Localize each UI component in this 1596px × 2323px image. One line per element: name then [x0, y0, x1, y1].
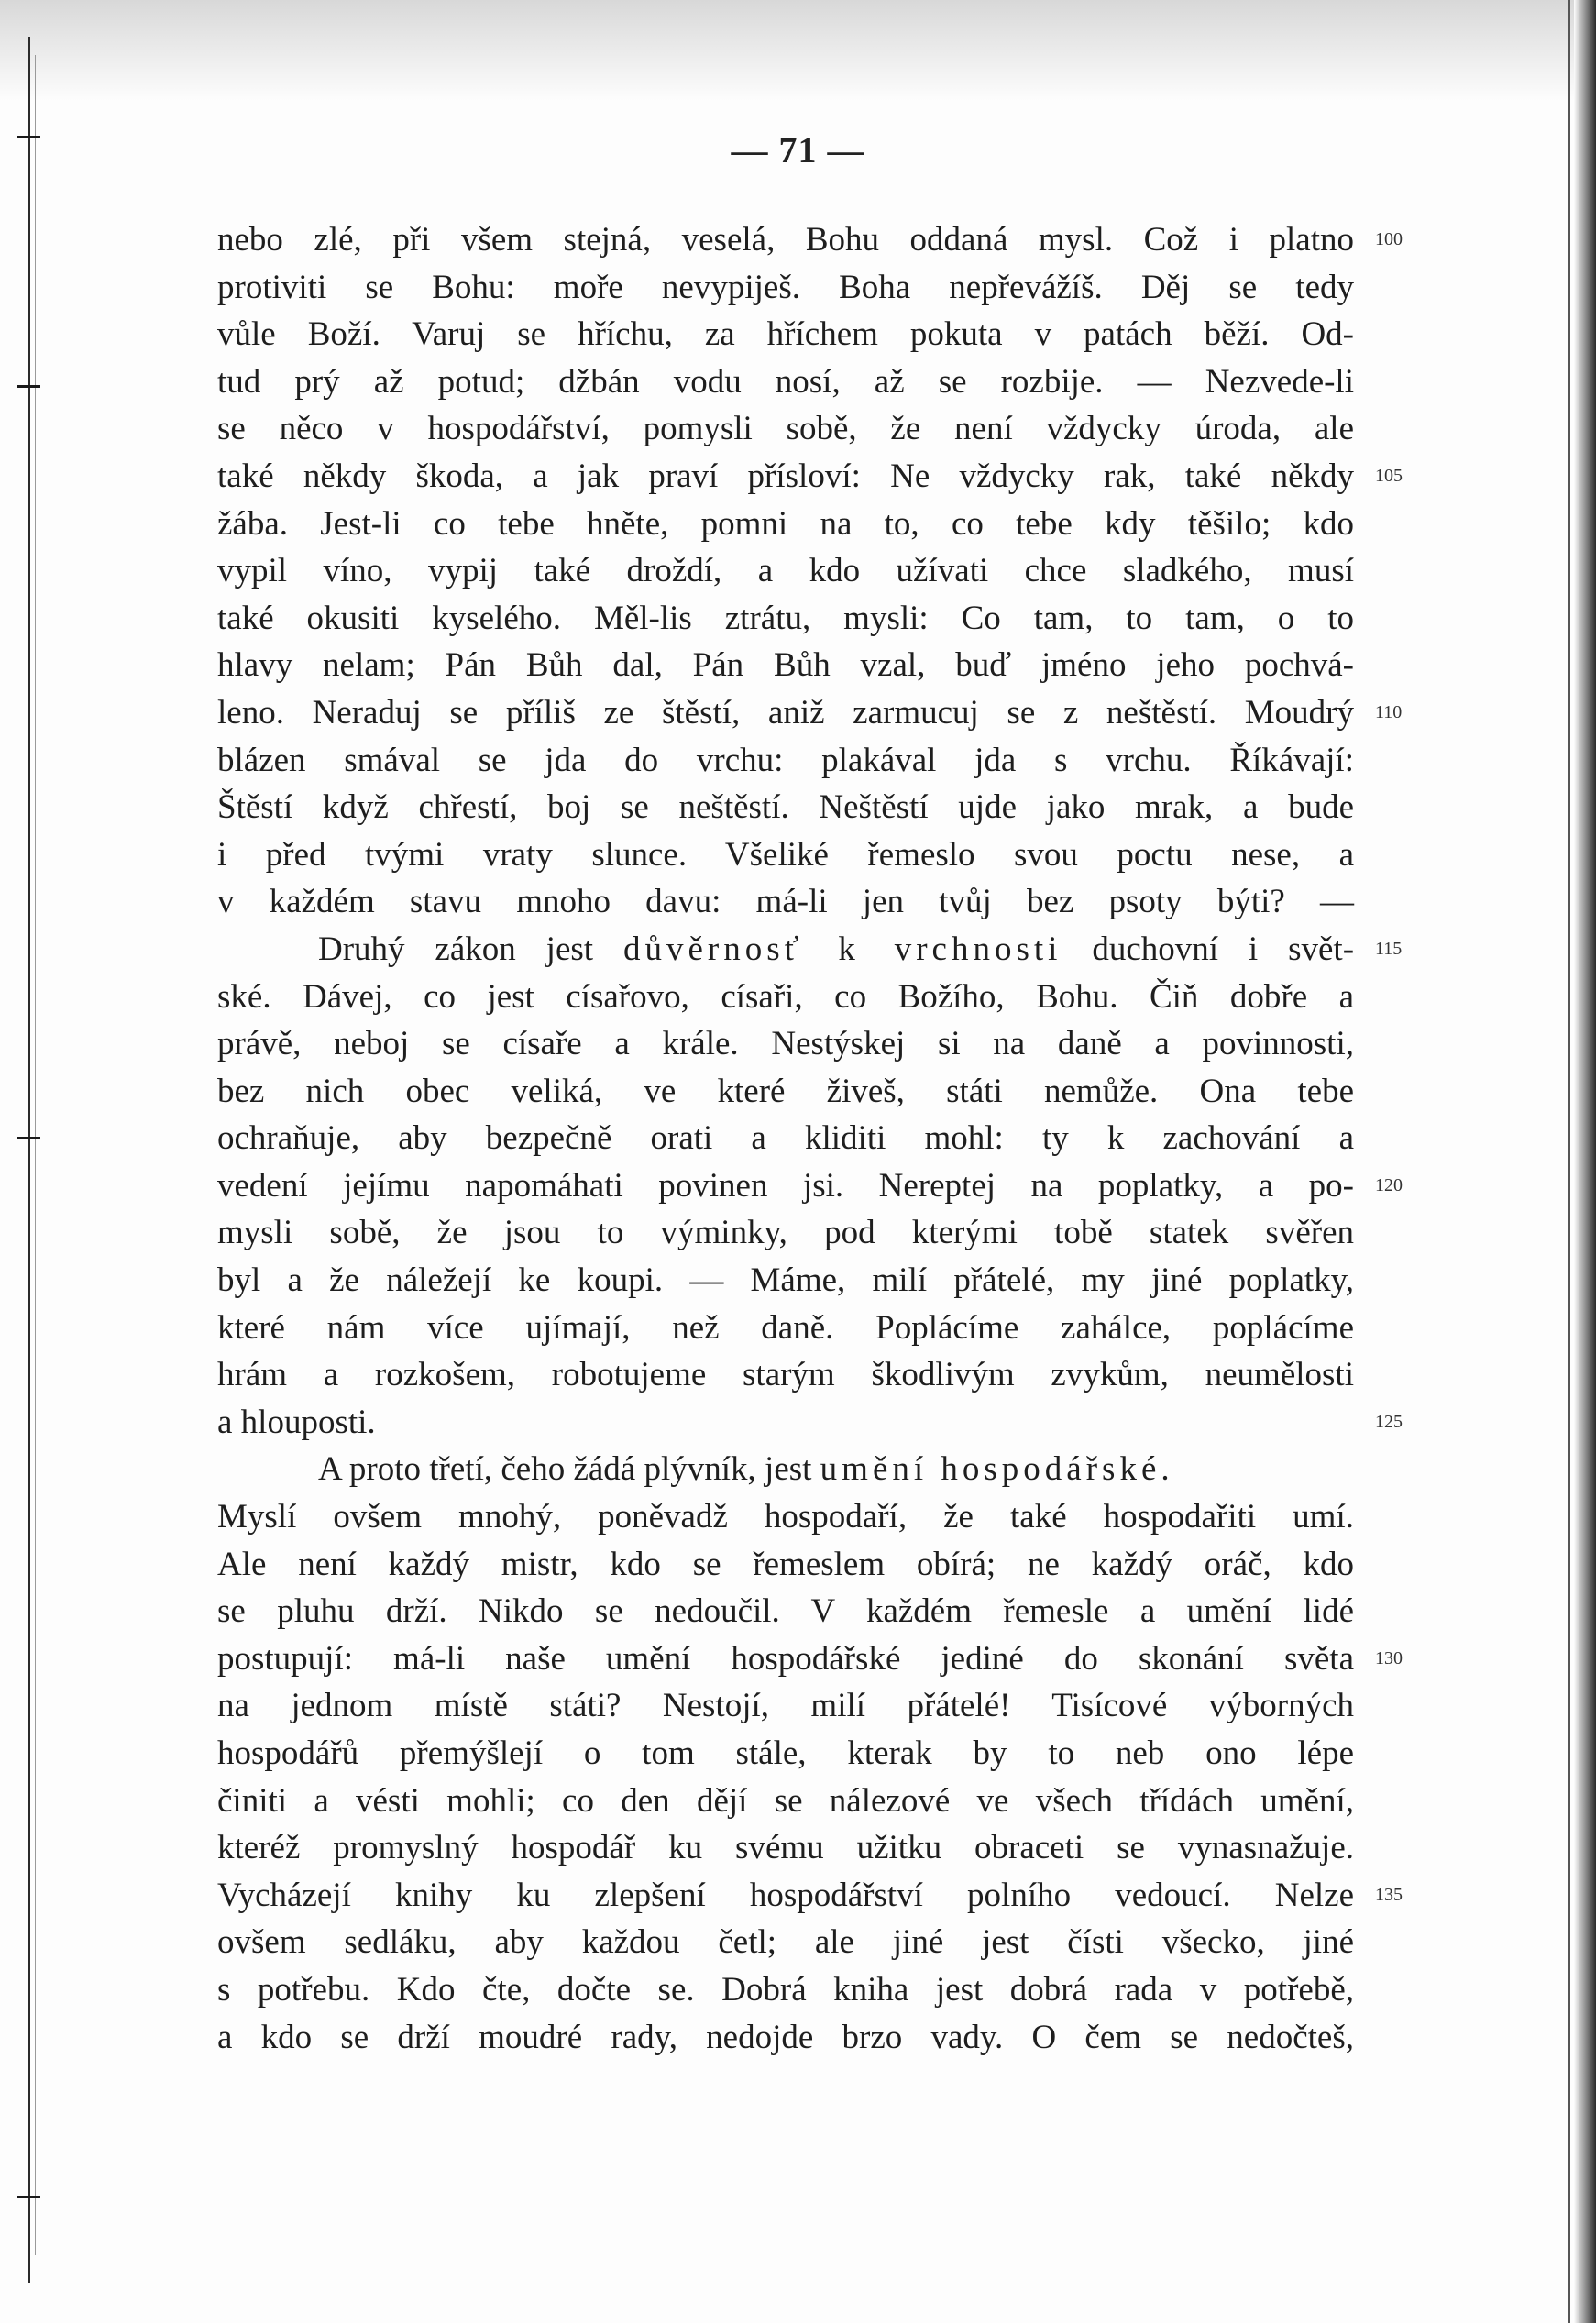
text-line: které nám více ujímají, než daně. Poplácíme zahálce, poplácíme [217, 1308, 1354, 1347]
margin-line-number: 135 [1375, 1885, 1403, 1905]
text-line: protiviti se Bohu: moře nevypiješ. Boha nepřevážíš. Děj se tedy [217, 268, 1354, 306]
text-line: Štěstí když chřestí, boj se neštěstí. Neštěstí ujde jako mrak, a bude [217, 788, 1354, 827]
text-line: hrám a rozkošem, robotujeme starým škodlivým zvykům, neumělosti [217, 1356, 1354, 1394]
emphasized-text: důvěrnosť k vrchnosti [622, 930, 1062, 968]
text-line: mysli sobě, že jsou to výminky, pod kterými tobě statek svěřen [217, 1214, 1354, 1252]
scan-shadow [0, 0, 1596, 101]
text-line: a kdo se drží moudré rady, nedojde brzo vady. O čem se nedočteš, [217, 2018, 1354, 2056]
text-line: s potřebu. Kdo čte, dočte se. Dobrá kniha jest dobrá rada v potřebě, [217, 1970, 1354, 2009]
margin-line-number: 100 [1375, 229, 1403, 249]
text-line: hlavy nelam; Pán Bůh dal, Pán Bůh vzal, buď jméno jeho pochvá- [217, 646, 1354, 685]
text-segment: A proto třetí, čeho žádá plývník, jest [318, 1450, 812, 1489]
text-line: činiti a vésti mohli; co den dějí se nálezové ve všech třídách umění, [217, 1781, 1354, 1820]
margin-line-number: 110 [1375, 702, 1403, 722]
text-line: také někdy škoda, a jak praví přísloví: Ne vždycky rak, také někdy [217, 457, 1354, 495]
text-line: v každém stavu mnoho davu: má-li jen tvůj bez psoty býti? — [217, 883, 1354, 921]
text-line [217, 926, 1354, 974]
binding-edge [28, 37, 30, 2283]
text-segment: Druhý zákon jest [318, 930, 594, 968]
text-line: na jednom místě státi? Nestojí, milí přátelé! Tisícové výborných [217, 1687, 1354, 1725]
text-line: nebo zlé, při všem stejná, veselá, Bohu oddaná mysl. Což i platno [217, 221, 1354, 259]
text-line: ochraňuje, aby bezpečně orati a kliditi mohl: ty k zachování a [217, 1119, 1354, 1158]
text-line: blázen smával se jda do vrchu: plakával jda s vrchu. Říkávají: [217, 741, 1354, 779]
text-segment: duchovní i svět- [1092, 930, 1355, 968]
text-line: také okusiti kyselého. Měl-lis ztrátu, mysli: Co tam, to tam, o to [217, 599, 1354, 637]
text-line: tud prý až potud; džbán vodu nosí, až se rozbije. — Nezvede-li [217, 362, 1354, 401]
text-line: bez nich obec veliká, ve které živeš, státi nemůže. Ona tebe [217, 1072, 1354, 1110]
text-line: právě, neboj se císaře a krále. Nestýskej si na daně a povinnosti, [217, 1025, 1354, 1063]
edge-tick [17, 1137, 40, 1139]
text-line: vedení jejímu napomáhati povinen jsi. Nereptej na poplatky, a po- [217, 1166, 1354, 1205]
text-line: Myslí ovšem mnohý, poněvadž hospodaří, že také hospodařiti umí. [217, 1498, 1354, 1536]
emphasized-text: umění hospodářské. [820, 1450, 1174, 1489]
text-line: Vycházejí knihy ku zlepšení hospodářství polního vedoucí. Nelze [217, 1876, 1354, 1914]
page-number: — 71 — [731, 129, 865, 171]
text-line: se něco v hospodářství, pomysli sobě, že není vždycky úroda, ale [217, 410, 1354, 448]
text-line: byl a že náležejí ke koupi. — Máme, milí přátelé, my jiné poplatky, [217, 1261, 1354, 1300]
right-page-edge [1574, 0, 1596, 2323]
text-line: hospodářů přemýšlejí o tom stále, kterak by to neb ono lépe [217, 1734, 1354, 1772]
text-line: se pluhu drží. Nikdo se nedoučil. V každém řemesle a umění lidé [217, 1592, 1354, 1631]
margin-line-number: 115 [1375, 939, 1403, 959]
text-line: žába. Jest-li co tebe hněte, pomni na to, co tebe kdy těšilo; kdo [217, 504, 1354, 543]
text-line: ské. Dávej, co jest císařovo, císaři, co Božího, Bohu. Čiň dobře a [217, 977, 1354, 1016]
edge-tick [17, 2196, 40, 2198]
margin-line-number: 105 [1375, 466, 1403, 486]
text-line: vypil víno, vypij také droždí, a kdo užívati chce sladkého, musí [217, 552, 1354, 590]
text-line: postupují: má-li naše umění hospodářské jediné do skonání světa [217, 1639, 1354, 1678]
edge-tick [17, 385, 40, 388]
text-line: vůle Boží. Varuj se hříchu, za hříchem pokuta v patách běží. Od- [217, 315, 1354, 354]
text-line: leno. Neraduj se příliš ze štěstí, aniž zarmucuj se z neštěstí. Moudrý [217, 693, 1354, 732]
text-line: i před tvými vraty slunce. Všeliké řemeslo svou poctu nese, a [217, 835, 1354, 874]
text-line: ovšem sedláku, aby každou četl; ale jiné jest čísti všecko, jiné [217, 1923, 1354, 1962]
text-line [217, 1446, 1354, 1493]
margin-line-number: 130 [1375, 1648, 1403, 1668]
text-line: a hlouposti. [217, 1403, 376, 1441]
text-line: kteréž promyslný hospodář ku svému užitku obraceti se vynasnažuje. [217, 1829, 1354, 1867]
text-line: Ale není každý mistr, kdo se řemeslem obírá; ne každý oráč, kdo [217, 1545, 1354, 1583]
margin-line-number: 120 [1375, 1175, 1403, 1195]
right-edge-line [1568, 0, 1570, 2323]
body-text [217, 216, 1354, 2061]
margin-line-number: 125 [1375, 1412, 1403, 1432]
